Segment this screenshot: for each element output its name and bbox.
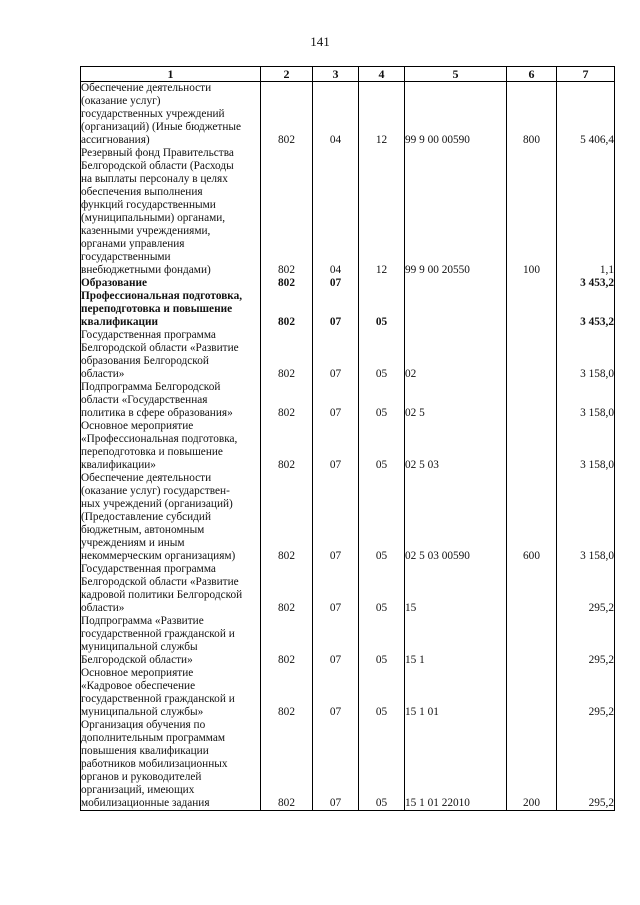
header-col-5: 5 (405, 67, 507, 82)
row-expense-type: 100 (507, 147, 557, 277)
row-amount: 3 158,0 (557, 329, 615, 381)
row-name-line: Белгородской области «Развитие (81, 576, 239, 588)
row-name-line: государственными (81, 251, 171, 263)
row-name-line: (оказание услуг) государствен- (81, 485, 230, 497)
row-expense-type (507, 667, 557, 719)
row-target-article: 15 1 (405, 615, 507, 667)
row-target-article: 99 9 00 20550 (405, 147, 507, 277)
row-ved: 802 (261, 667, 313, 719)
row-name-line: Подпрограмма «Развитие (81, 615, 204, 627)
row-ved: 802 (261, 147, 313, 277)
row-name (81, 420, 261, 472)
header-row (81, 67, 615, 82)
row-ved: 802 (261, 82, 313, 148)
row-section: 07 (313, 329, 359, 381)
row-name-line: Обеспечение деятельности (81, 472, 212, 484)
row-name-line: муниципальной службы (81, 641, 198, 653)
row-name-line: квалификации (81, 316, 159, 328)
row-amount: 295,2 (557, 563, 615, 615)
row-name-line: (организаций) (Иные бюджетные (81, 121, 242, 133)
row-name (81, 82, 261, 148)
row-subsection: 05 (359, 329, 405, 381)
row-subsection (359, 277, 405, 290)
table-row (81, 147, 615, 277)
row-target-article: 02 (405, 329, 507, 381)
row-expense-type (507, 290, 557, 329)
row-name-line: некоммерческим организациям) (81, 550, 236, 562)
row-name-line: области «Государственная (81, 394, 208, 406)
row-section: 07 (313, 667, 359, 719)
table-row (81, 472, 615, 563)
row-name-line: Государственная программа (81, 563, 216, 575)
row-ved: 802 (261, 472, 313, 563)
row-amount: 295,2 (557, 719, 615, 811)
row-name-line: Государственная программа (81, 329, 216, 341)
row-name-line: Основное мероприятие (81, 420, 194, 432)
row-name-line: Основное мероприятие (81, 667, 194, 679)
row-amount: 295,2 (557, 667, 615, 719)
table-row (81, 667, 615, 719)
row-expense-type (507, 381, 557, 420)
row-amount: 3 158,0 (557, 381, 615, 420)
row-name-line: области» (81, 602, 125, 614)
row-section: 07 (313, 563, 359, 615)
row-name-line: ассигнования) (81, 134, 150, 146)
row-subsection: 05 (359, 667, 405, 719)
row-name-line: Подпрограмма Белгородской (81, 381, 221, 393)
row-name-line: переподготовка и повышение (81, 446, 223, 458)
row-name (81, 563, 261, 615)
row-ved: 802 (261, 381, 313, 420)
row-name (81, 667, 261, 719)
table-row (81, 277, 615, 290)
row-subsection: 12 (359, 147, 405, 277)
row-name-line: государственной гражданской и (81, 693, 235, 705)
row-target-article: 15 (405, 563, 507, 615)
row-name (81, 719, 261, 811)
row-name-line: переподготовка и повышение (81, 303, 233, 315)
row-name-line: повышения квалификации (81, 745, 209, 757)
row-amount: 3 453,2 (557, 277, 615, 290)
row-name (81, 329, 261, 381)
row-name-line: «Кадровое обеспечение (81, 680, 196, 692)
row-ved: 802 (261, 420, 313, 472)
row-name (81, 472, 261, 563)
row-name-line: работников мобилизационных (81, 758, 228, 770)
row-amount: 3 158,0 (557, 472, 615, 563)
row-name-line: Организация обучения по (81, 719, 206, 731)
row-name-line: Профессиональная подготовка, (81, 290, 243, 302)
page-number: 141 (310, 34, 330, 49)
row-name-line: организаций, имеющих (81, 784, 195, 796)
header-col-7: 7 (557, 67, 615, 82)
row-ved: 802 (261, 329, 313, 381)
header-col-4: 4 (359, 67, 405, 82)
row-name-line: бюджетным, автономным (81, 524, 205, 536)
row-amount: 3 453,2 (557, 290, 615, 329)
row-name-line: на выплаты персоналу в целях (81, 173, 228, 185)
row-expense-type: 200 (507, 719, 557, 811)
row-name-line: Белгородской области» (81, 654, 193, 666)
row-expense-type (507, 277, 557, 290)
row-ved: 802 (261, 719, 313, 811)
row-expense-type (507, 420, 557, 472)
row-target-article: 02 5 (405, 381, 507, 420)
row-name-line: Белгородской области (Расходы (81, 160, 234, 172)
row-section: 07 (313, 277, 359, 290)
row-section: 04 (313, 147, 359, 277)
row-name-line: Резервный фонд Правительства (81, 147, 234, 159)
row-name-line: функций государственными (81, 199, 216, 211)
row-name-line: государственной гражданской и (81, 628, 235, 640)
row-name (81, 147, 261, 277)
table-row (81, 329, 615, 381)
row-amount: 295,2 (557, 615, 615, 667)
header-col-2: 2 (261, 67, 313, 82)
table-row (81, 420, 615, 472)
row-ved: 802 (261, 277, 313, 290)
row-subsection: 05 (359, 420, 405, 472)
row-name-line: (оказание услуг) (81, 95, 161, 107)
row-ved: 802 (261, 290, 313, 329)
row-name-line: государственных учреждений (81, 108, 225, 120)
row-expense-type: 600 (507, 472, 557, 563)
row-subsection: 05 (359, 472, 405, 563)
row-target-article: 02 5 03 00590 (405, 472, 507, 563)
row-subsection: 05 (359, 290, 405, 329)
row-name (81, 381, 261, 420)
row-subsection: 12 (359, 82, 405, 148)
row-name (81, 615, 261, 667)
row-name-line: дополнительным программам (81, 732, 226, 744)
row-name-line: (муниципальными) органами, (81, 212, 226, 224)
row-expense-type (507, 615, 557, 667)
header-col-1: 1 (81, 67, 261, 82)
table-row (81, 719, 615, 811)
row-subsection: 05 (359, 615, 405, 667)
row-target-article: 15 1 01 22010 (405, 719, 507, 811)
row-expense-type (507, 563, 557, 615)
row-section: 04 (313, 82, 359, 148)
row-name-line: органов и руководителей (81, 771, 202, 783)
row-section: 07 (313, 472, 359, 563)
row-name-line: учреждениям и иным (81, 537, 185, 549)
row-section: 07 (313, 381, 359, 420)
row-expense-type (507, 329, 557, 381)
row-name-line: органами управления (81, 238, 185, 250)
row-section: 07 (313, 719, 359, 811)
row-name-line: обеспечения выполнения (81, 186, 203, 198)
row-name-line: внебюджетными фондами) (81, 264, 211, 276)
row-name-line: муниципальной службы» (81, 706, 204, 718)
row-name-line: «Профессиональная подготовка, (81, 433, 238, 445)
row-name (81, 277, 261, 290)
row-name-line: Белгородской области «Развитие (81, 342, 239, 354)
table-row (81, 82, 615, 148)
row-name-line: ных учреждений (организаций) (81, 498, 233, 510)
header-col-3: 3 (313, 67, 359, 82)
row-amount: 5 406,4 (557, 82, 615, 148)
row-name-line: кадровой политики Белгородской (81, 589, 243, 601)
row-ved: 802 (261, 615, 313, 667)
row-section: 07 (313, 290, 359, 329)
table-row (81, 290, 615, 329)
row-name-line: казенными учреждениями, (81, 225, 211, 237)
row-expense-type: 800 (507, 82, 557, 148)
table-row (81, 563, 615, 615)
row-ved: 802 (261, 563, 313, 615)
row-subsection: 05 (359, 563, 405, 615)
row-name-line: Образование (81, 277, 147, 289)
row-name-line: мобилизационные задания (81, 797, 210, 809)
row-name-line: образования Белгородской (81, 355, 209, 367)
row-target-article: 02 5 03 (405, 420, 507, 472)
row-amount: 3 158,0 (557, 420, 615, 472)
row-subsection: 05 (359, 381, 405, 420)
table-row (81, 615, 615, 667)
row-target-article (405, 277, 507, 290)
row-name (81, 290, 261, 329)
row-target-article (405, 290, 507, 329)
header-col-6: 6 (507, 67, 557, 82)
row-name-line: (Предоставление субсидий (81, 511, 211, 523)
row-name-line: политика в сфере образования» (81, 407, 233, 419)
row-section: 07 (313, 420, 359, 472)
budget-table (80, 66, 615, 811)
row-name-line: области» (81, 368, 125, 380)
row-name-line: квалификации» (81, 459, 156, 471)
row-amount: 1,1 (557, 147, 615, 277)
row-target-article: 15 1 01 (405, 667, 507, 719)
row-name-line: Обеспечение деятельности (81, 82, 212, 94)
table-row (81, 381, 615, 420)
table-body (81, 82, 615, 811)
row-section: 07 (313, 615, 359, 667)
row-subsection: 05 (359, 719, 405, 811)
row-target-article: 99 9 00 00590 (405, 82, 507, 148)
